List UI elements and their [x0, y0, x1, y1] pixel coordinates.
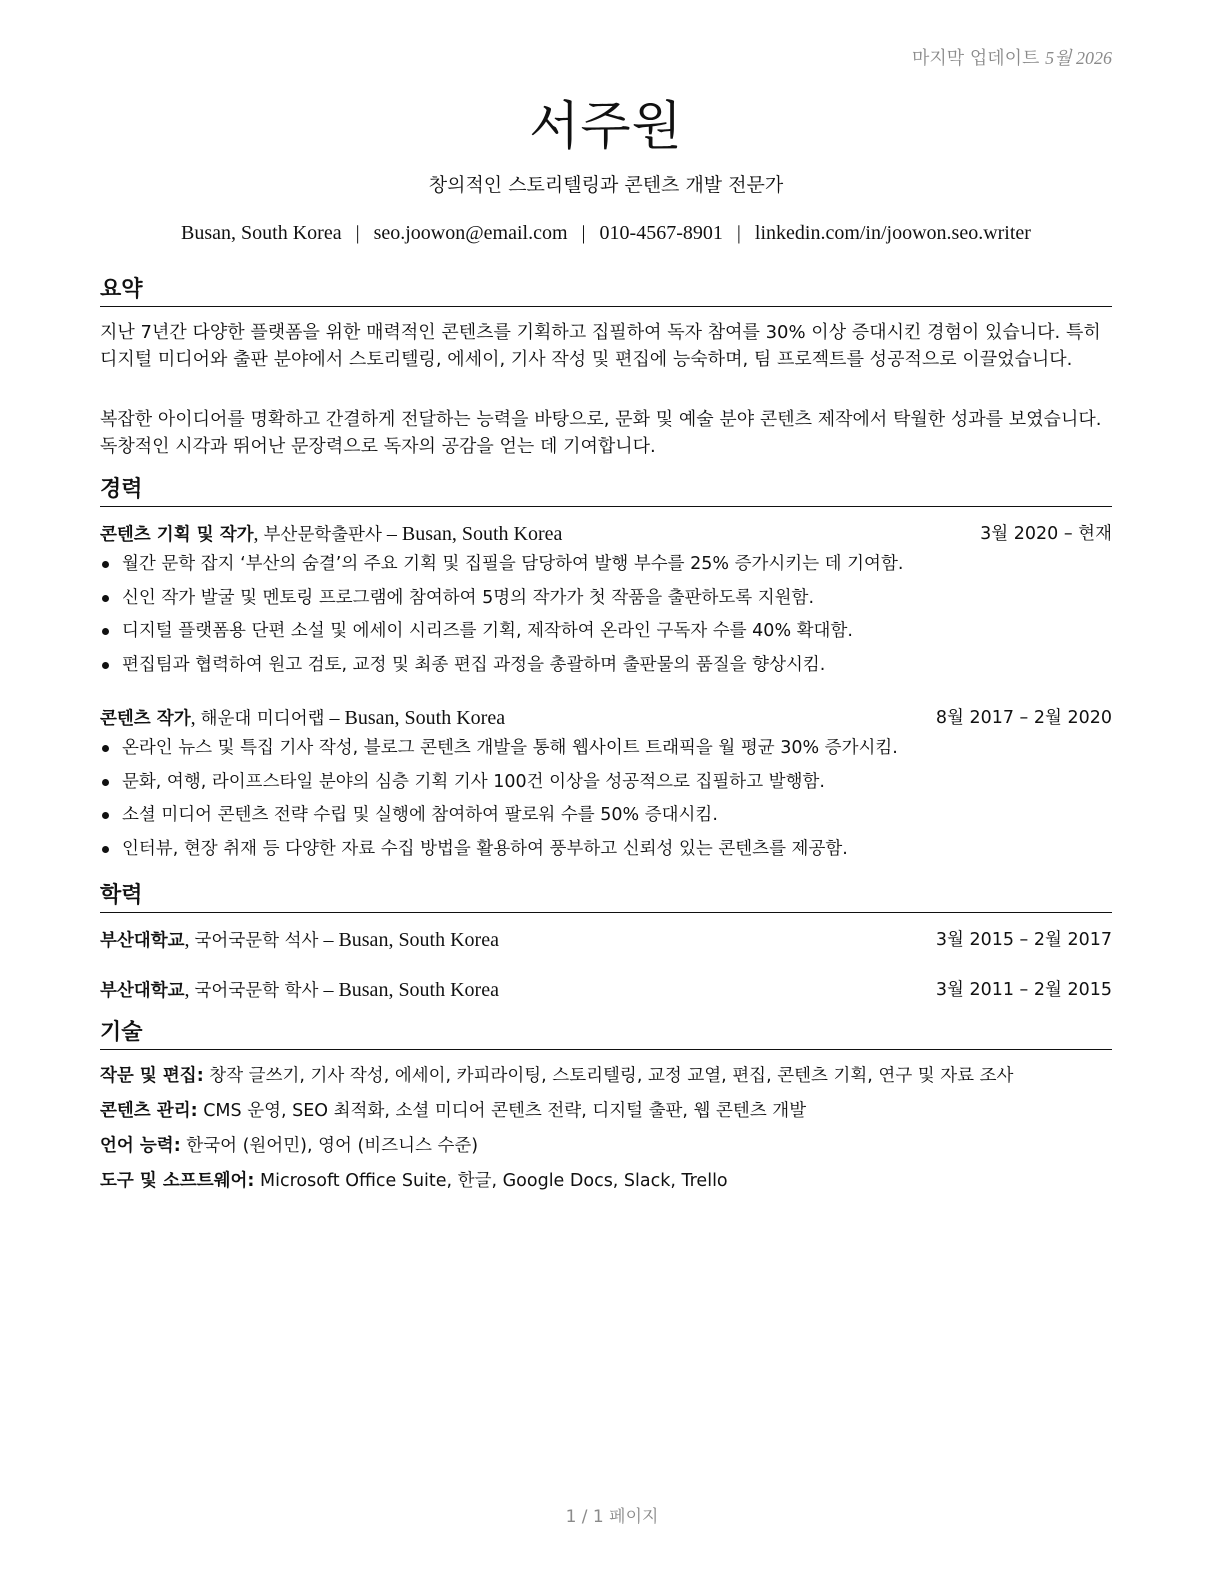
contact-linkedin[interactable]: linkedin.com/in/joowon.seo.writer	[754, 222, 1031, 244]
skill-content-management	[100, 1098, 1112, 1124]
job-2-title: 콘텐츠 작가	[100, 709, 191, 729]
resume-page	[100, 0, 1112, 1584]
list-item	[100, 769, 1112, 803]
bullet-text: 문화, 여행, 라이프스타일 분야의 심층 기획 기사 100건 이상을 성공적으로 집필하고 발행함.	[122, 771, 825, 792]
bullet-text: 소셜 미디어 콘텐츠 전략 수립 및 실행에 참여하여 팔로워 수를 50% 증대시킴.	[122, 805, 718, 825]
job-2-bullets	[100, 735, 1112, 869]
education-2-dates: 3월 2011 – 2월 2015	[935, 980, 1112, 1000]
bullet-text: 신인 작가 발굴 및 멘토링 프로그램에 참여하여 5명의 작가가 첫 작품을 출판하도록 지원함.	[122, 587, 815, 608]
skill-value: 창작 글쓰기, 기사 작성, 에세이, 카피라이팅, 스토리텔링, 교정 교열, 편집, 콘텐츠 기획, 연구 및 자료 조사	[209, 1066, 1014, 1086]
job-1-org: 부산문학출판사	[263, 525, 382, 545]
job-1-dates	[980, 521, 1112, 547]
job-2-dates	[936, 705, 1112, 731]
job-1-location: – Busan, South Korea	[386, 523, 563, 545]
list-item	[100, 618, 1112, 652]
job-1-dates-text: 3월 2020 – 현재	[980, 524, 1112, 544]
list-item	[100, 551, 1112, 585]
summary-paragraph-2: 복잡한 아이디어를 명확하고 간결하게 전달하는 능력을 바탕으로, 문화 및 예술 분야 콘텐츠 제작에서 탁월한 성과를 보였습니다. 독창적인 시각과 뛰어난 문장력으로 독자의 공감을 얻는 데 기여합니다.	[100, 409, 1102, 457]
contact-email[interactable]: seo.joowon@email.com	[373, 222, 568, 244]
bullet-text: 온라인 뉴스 및 특집 기사 작성, 블로그 콘텐츠 개발을 통해 웹사이트 트래픽을 월 평균 30% 증가시킴.	[122, 738, 898, 758]
education-heading: 학력	[100, 882, 1112, 913]
education-entry-2: 부산대학교, 국어국문학 학사 – Busan, South Korea 3월 2011 – 2월 2015	[100, 979, 1112, 1001]
job-1-title: 콘텐츠 기획 및 작가	[100, 525, 254, 545]
contact-line	[100, 222, 1112, 245]
list-item	[100, 836, 1112, 870]
contact-location: Busan, South Korea	[181, 222, 342, 244]
education-2-location: – Busan, South Korea	[323, 979, 499, 1001]
person-name: 서주원	[529, 97, 683, 157]
job-1-header: 콘텐츠 기획 및 작가, 부산문학출판사 – Busan, South Korea 3월 2020 – 현재	[100, 523, 1112, 545]
last-updated	[912, 44, 1112, 70]
skill-value: Microsoft Office Suite, 한글, Google Docs, Slack, Trello	[260, 1171, 728, 1191]
page-indicator: 1 / 1 페이지	[565, 1507, 659, 1527]
list-item	[100, 585, 1112, 619]
list-item	[100, 802, 1112, 836]
skill-tools	[100, 1168, 1112, 1194]
education-2-school: 부산대학교	[100, 981, 185, 1001]
contact-phone: 010-4567-8901	[599, 222, 723, 244]
education-1-degree: 국어국문학 석사	[194, 931, 319, 951]
skill-label: 도구 및 소프트웨어:	[100, 1171, 255, 1191]
education-2-degree: 국어국문학 학사	[194, 981, 319, 1001]
bullet-text: 월간 문학 잡지 ‘부산의 숨결’의 주요 기획 및 집필을 담당하여 발행 부수를 25% 증가시키는 데 기여함.	[122, 554, 904, 574]
skill-languages	[100, 1133, 1112, 1159]
education-1-school: 부산대학교	[100, 931, 185, 951]
contact-separator: |	[355, 222, 360, 244]
skill-label: 콘텐츠 관리:	[100, 1101, 198, 1121]
experience-heading: 경력	[100, 476, 1112, 507]
last-updated-date: 5월 2026	[1045, 48, 1112, 68]
skill-label: 언어 능력:	[100, 1136, 181, 1156]
list-item	[100, 652, 1112, 686]
contact-separator: |	[581, 222, 586, 244]
job-2-location: – Busan, South Korea	[329, 707, 506, 729]
bullet-text: 인터뷰, 현장 취재 등 다양한 자료 수집 방법을 활용하여 풍부하고 신뢰성 있는 콘텐츠를 제공함.	[122, 838, 848, 859]
bullet-text: 편집팀과 협력하여 원고 검토, 교정 및 최종 편집 과정을 총괄하며 출판물의 품질을 향상시킴.	[122, 654, 826, 675]
list-item	[100, 735, 1112, 769]
tagline: 창의적인 스토리텔링과 콘텐츠 개발 전문가	[428, 174, 784, 196]
job-2-header: 콘텐츠 작가, 해운대 미디어랩 – Busan, South Korea 8월 2017 – 2월 2020	[100, 707, 1112, 729]
contact-separator: |	[736, 222, 741, 244]
education-1-location: – Busan, South Korea	[323, 929, 499, 951]
job-2-dates-text: 8월 2017 – 2월 2020	[935, 708, 1112, 728]
skills-heading: 기술	[100, 1019, 1112, 1050]
bullet-text: 디지털 플랫폼용 단편 소설 및 에세이 시리즈를 기획, 제작하여 온라인 구독자 수를 40% 확대함.	[122, 621, 853, 641]
skill-writing	[100, 1063, 1112, 1089]
skill-value: CMS 운영, SEO 최적화, 소셜 미디어 콘텐츠 전략, 디지털 출판, 웹 콘텐츠 개발	[203, 1101, 807, 1121]
job-1-bullets	[100, 551, 1112, 685]
skill-value: 한국어 (원어민), 영어 (비즈니스 수준)	[186, 1136, 479, 1156]
skill-label: 작문 및 편집:	[100, 1066, 204, 1086]
education-1-dates: 3월 2015 – 2월 2017	[935, 930, 1112, 950]
job-2-org: 해운대 미디어랩	[200, 709, 325, 729]
summary-heading: 요약	[100, 276, 1112, 307]
last-updated-prefix: 마지막 업데이트	[911, 48, 1040, 69]
education-entry-1: 부산대학교, 국어국문학 석사 – Busan, South Korea 3월 2015 – 2월 2017	[100, 929, 1112, 951]
summary-paragraph-1: 지난 7년간 다양한 플랫폼을 위한 매력적인 콘텐츠를 기획하고 집필하여 독자 참여를 30% 이상 증대시킨 경험이 있습니다. 특히 디지털 미디어와 출판 분야에서 스토리텔링, 에세이, 기사 작성 및 편집에 능숙하며, 팀 프로젝트를 성공적으로 이끌었습니다.	[100, 322, 1101, 370]
